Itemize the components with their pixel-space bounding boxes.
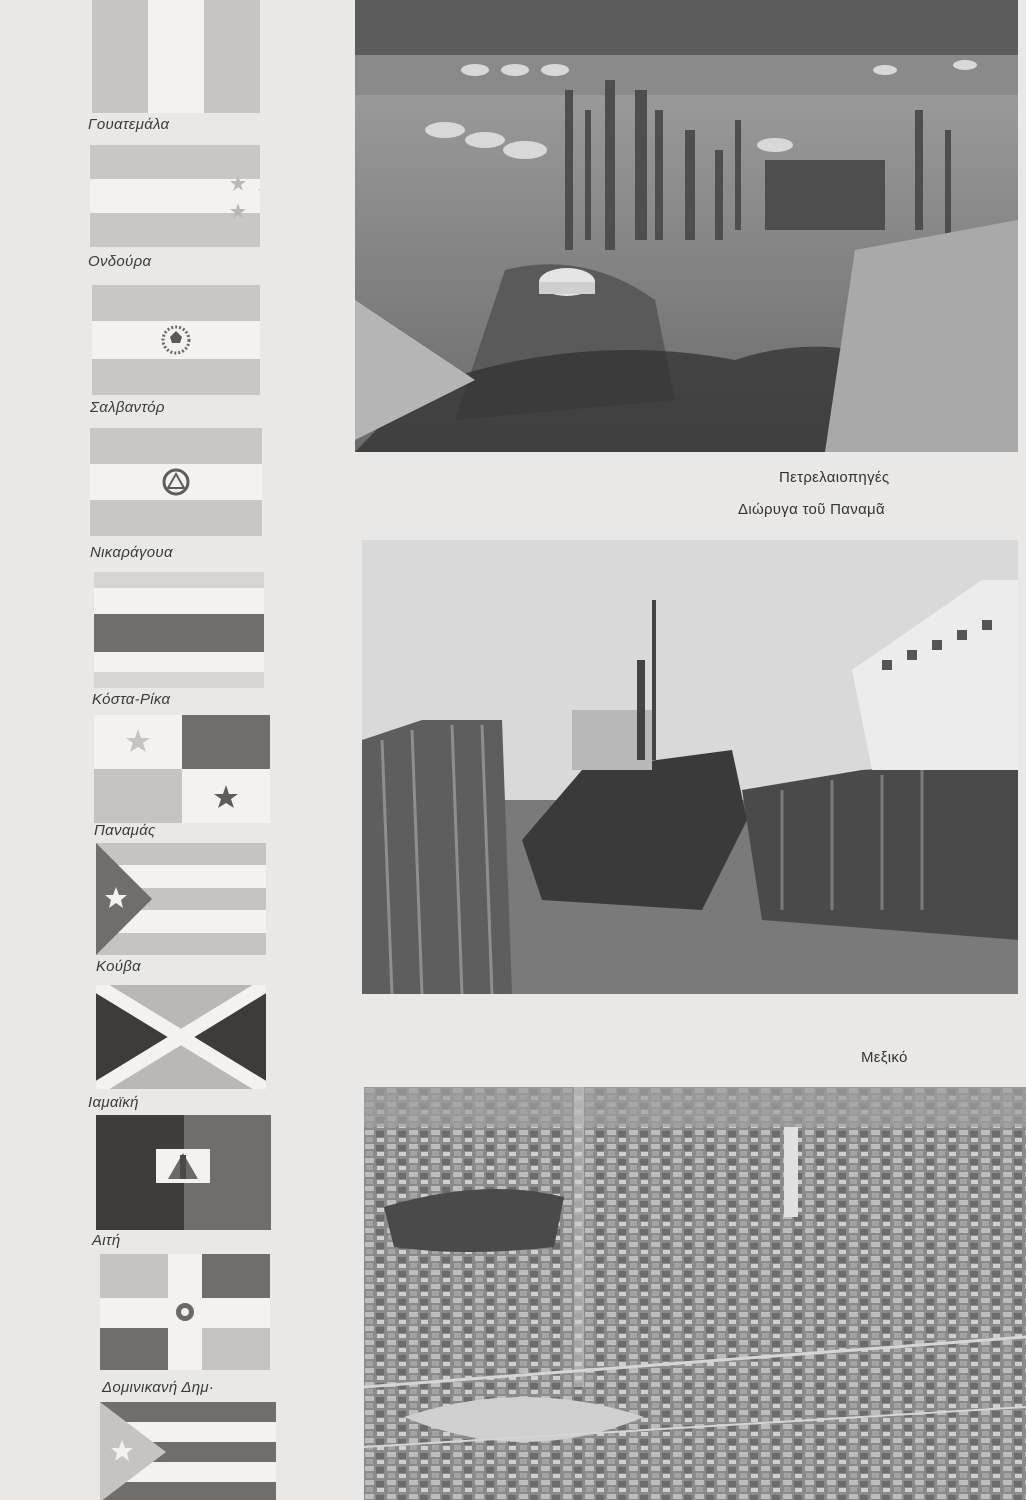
photo-oil-refinery bbox=[355, 0, 1018, 452]
flag-label-costa-rica: Κόστα-Ρίκα bbox=[92, 691, 171, 708]
flag-label-guatemala: Γουατεμάλα bbox=[88, 116, 170, 133]
photo-panama-canal-lock bbox=[362, 540, 1018, 994]
caption-oil-refinery: Πετρελαιοπηγές bbox=[779, 469, 890, 486]
flag-el-salvador bbox=[92, 285, 260, 395]
flag-label-dominican-republic: Δομινικανή Δημ· bbox=[102, 1379, 215, 1396]
flag-costa-rica bbox=[94, 572, 264, 688]
flag-cuba bbox=[96, 843, 266, 955]
flag-label-honduras: Ονδούρα bbox=[88, 253, 152, 270]
flag-label-el-salvador: Σαλβαντόρ bbox=[90, 399, 165, 416]
flag-haiti bbox=[96, 1115, 271, 1230]
flag-label-panama: Παναμάς bbox=[94, 822, 156, 839]
flag-label-nicaragua: Νικαράγουα bbox=[90, 544, 173, 561]
flag-label-cuba: Κούβα bbox=[96, 958, 142, 975]
flag-guatemala bbox=[92, 0, 260, 113]
flag-label-haiti: Αιτή bbox=[92, 1232, 121, 1249]
caption-panama-canal: Διώρυγα τοῦ Παναμᾶ bbox=[738, 501, 885, 518]
flag-nicaragua bbox=[90, 428, 262, 536]
flag-honduras bbox=[90, 145, 260, 247]
flag-label-jamaica: Ιαμαϊκή bbox=[88, 1094, 139, 1111]
flag-jamaica bbox=[96, 985, 266, 1089]
flag-dominican-republic bbox=[100, 1254, 270, 1370]
flag-panama bbox=[94, 715, 270, 823]
caption-mexico: Μεξικό bbox=[861, 1049, 908, 1066]
flag-cropped-bottom bbox=[100, 1402, 276, 1500]
photo-mexico-city-aerial bbox=[364, 1087, 1026, 1500]
